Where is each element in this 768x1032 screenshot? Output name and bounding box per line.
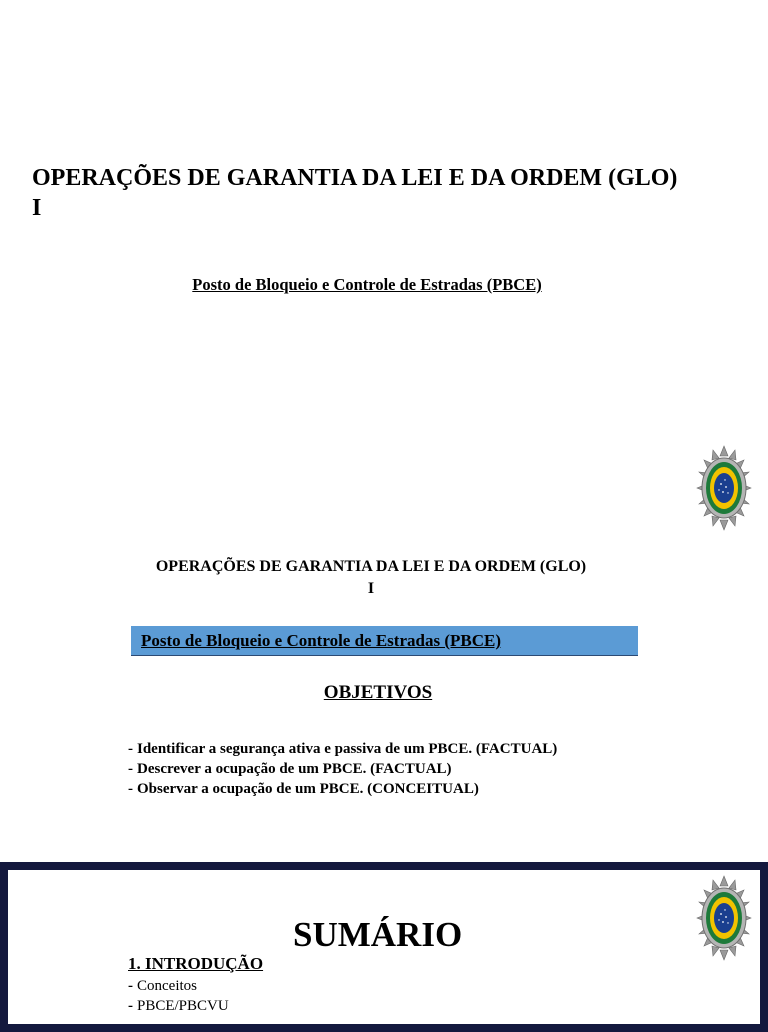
topic-banner — [131, 626, 638, 656]
summary-list — [128, 976, 229, 1016]
bullet-dash: - — [128, 781, 133, 797]
topic-banner-label: Posto de Bloqueio e Controle de Estradas (PBCE) — [141, 631, 501, 650]
section-heading: 1. INTRODUÇÃO — [128, 954, 264, 973]
slide1-title-line2: I — [32, 195, 42, 221]
list-item — [128, 996, 229, 1016]
objective-text: Descrever a ocupação de um PBCE. (FACTUAL) — [137, 761, 452, 777]
summary-heading: SUMÁRIO — [293, 915, 463, 954]
bullet-dash: - — [128, 998, 133, 1014]
objective-text: Identificar a segurança ativa e passiva de um PBCE. (FACTUAL) — [137, 741, 558, 757]
list-item — [128, 739, 557, 759]
slide1-title — [32, 163, 752, 223]
list-item — [128, 976, 229, 996]
objective-text: Observar a ocupação de um PBCE. (CONCEITUAL) — [137, 781, 479, 797]
objectives-heading: OBJETIVOS — [323, 682, 433, 703]
slide1-title-line1: OPERAÇÕES DE GARANTIA DA LEI E DA ORDEM (GLO) — [32, 165, 678, 191]
slide3-content — [8, 870, 760, 1024]
list-item — [128, 759, 557, 779]
bullet-dash: - — [128, 741, 133, 757]
slide3-frame — [0, 862, 768, 1032]
army-emblem-icon — [694, 444, 754, 532]
bullet-dash: - — [128, 761, 133, 777]
slide2-title — [110, 556, 632, 600]
army-emblem-icon — [694, 874, 754, 962]
list-item — [128, 779, 557, 799]
summary-item-text: Conceitos — [137, 978, 197, 994]
slide2-title-line1: OPERAÇÕES DE GARANTIA DA LEI E DA ORDEM (GLO) — [155, 558, 587, 575]
slide1-subtitle: Posto de Bloqueio e Controle de Estradas (PBCE) — [192, 275, 542, 294]
objectives-list — [128, 739, 557, 799]
summary-item-text: PBCE/PBCVU — [137, 998, 229, 1014]
slide2-title-line2: I — [367, 580, 375, 597]
bullet-dash: - — [128, 978, 133, 994]
